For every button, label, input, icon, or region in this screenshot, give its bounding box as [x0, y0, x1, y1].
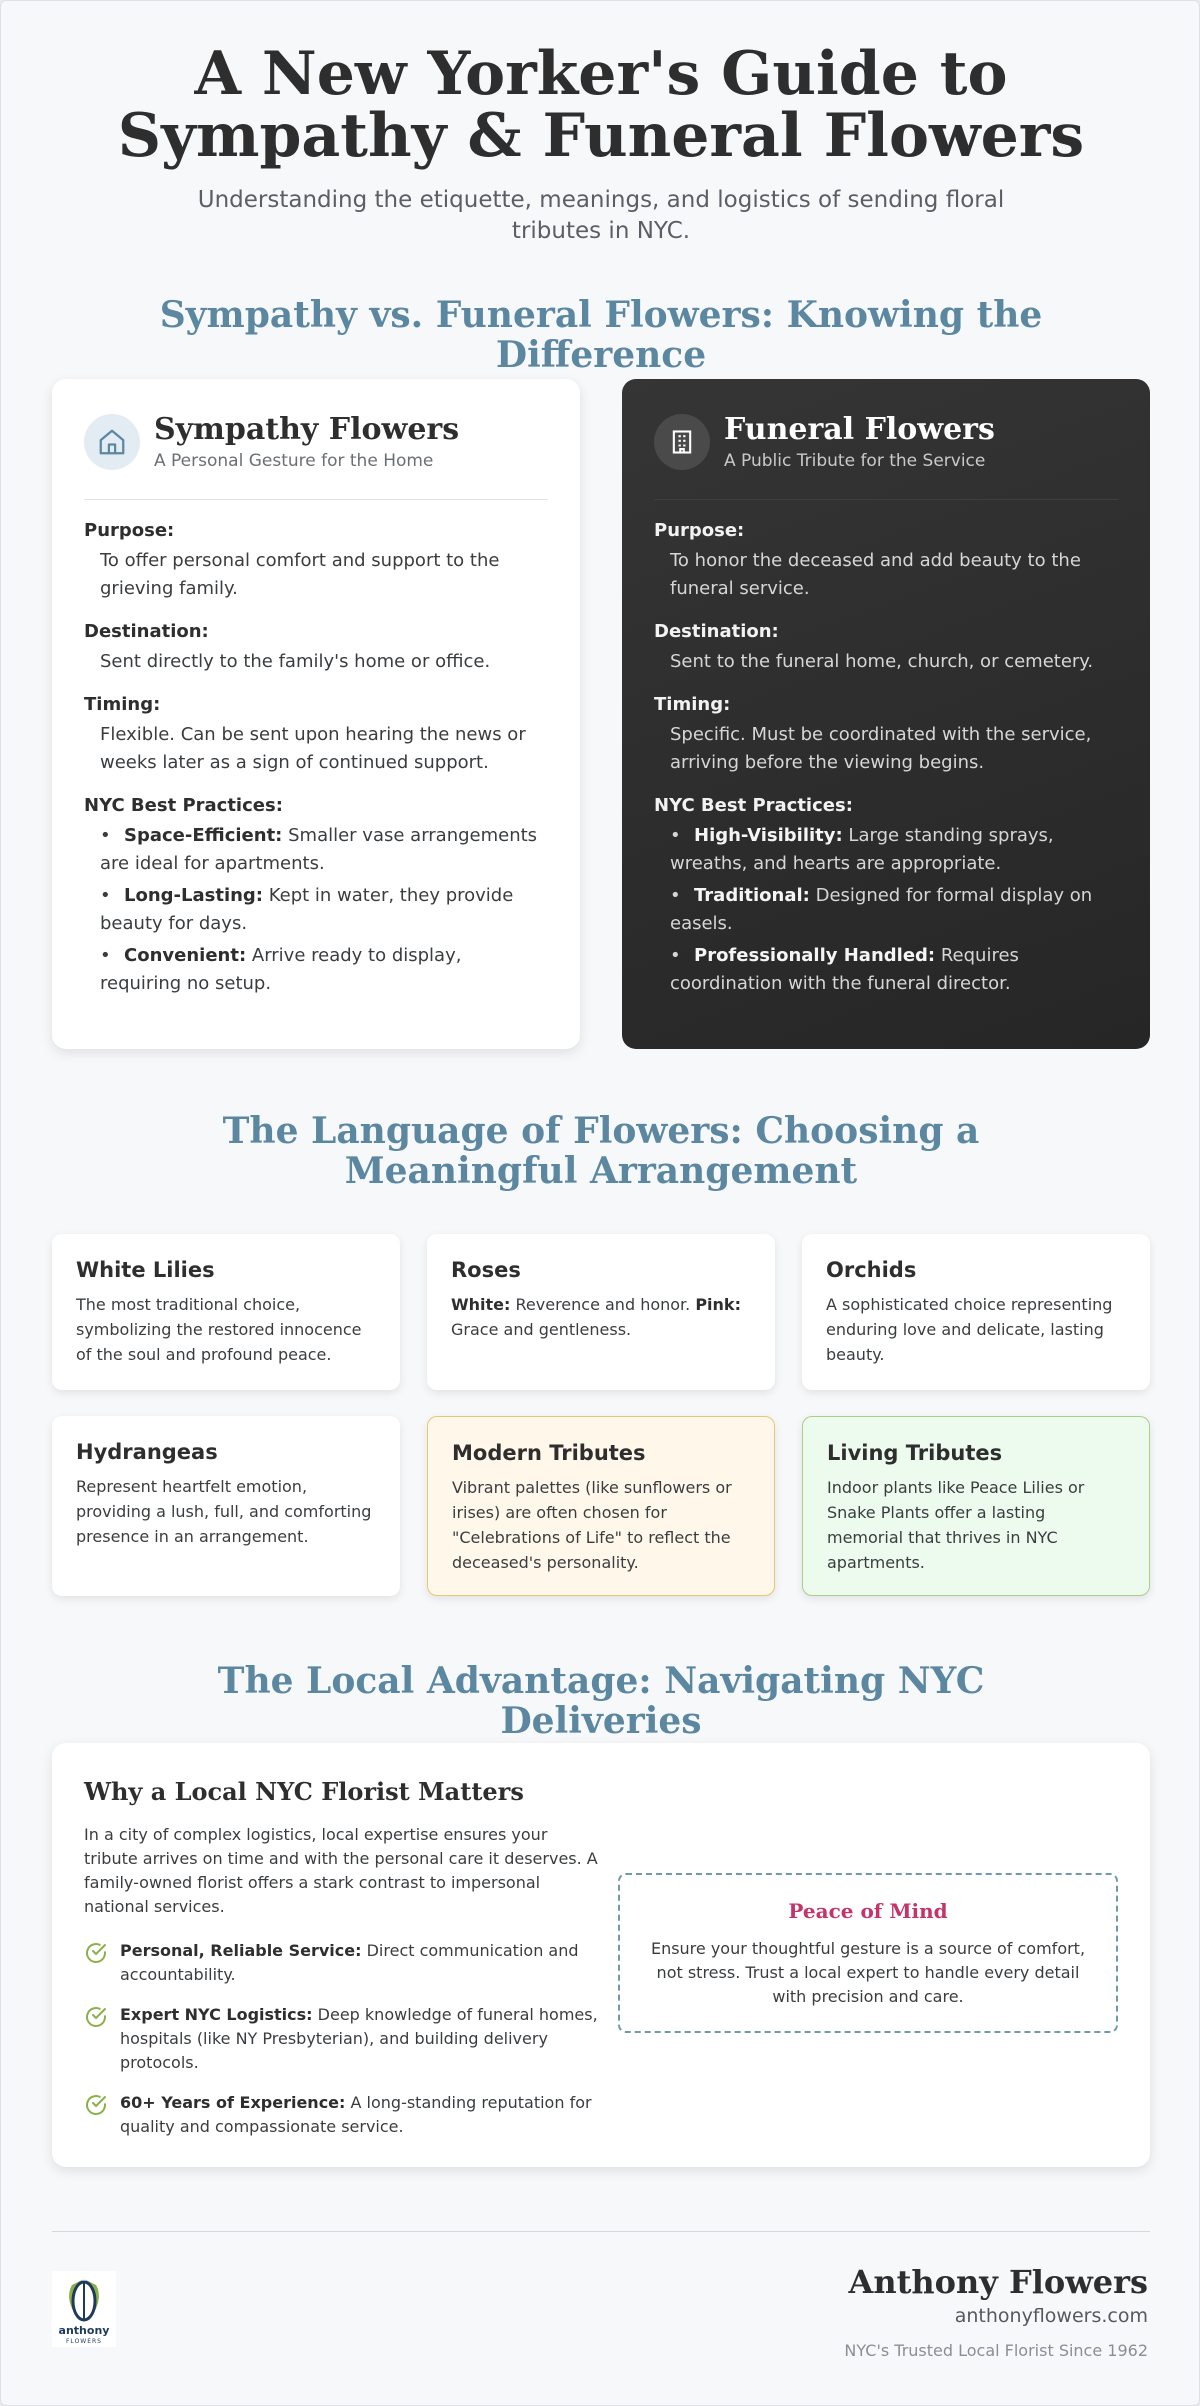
- footer-info: [844, 2263, 1148, 2360]
- peace-of-mind-title: Peace of Mind: [788, 1899, 948, 1923]
- page-subtitle: Understanding the etiquette, meanings, and logistics of sending floral tributes in NYC.: [197, 187, 1005, 244]
- timing-text: Specific. Must be coordinated with the service, arriving before the viewing begins.: [670, 724, 1092, 773]
- sympathy-card-title: Sympathy Flowers: [154, 412, 460, 447]
- flower-card-title: Roses: [451, 1258, 521, 1282]
- flower-card-title: White Lilies: [76, 1258, 215, 1282]
- purpose-text: To offer personal comfort and support to the grieving family.: [100, 550, 500, 599]
- flower-card-roses: [427, 1234, 775, 1390]
- flower-card-text: Indoor plants like Peace Lilies or Snake Plants offer a lasting memorial that thrives in NYC apartments.: [827, 1478, 1085, 1572]
- flower-card-orchids: [802, 1234, 1150, 1390]
- flower-card-white-lilies: [52, 1234, 400, 1390]
- list-item: • Space-Efficient: Smaller vase arrangements are ideal for apartments.: [100, 825, 538, 874]
- check-circle-icon: [84, 1941, 112, 1987]
- funeral-card: [622, 379, 1150, 1049]
- practices-label: NYC Best Practices:: [84, 795, 283, 816]
- timing-label: Timing:: [84, 694, 161, 715]
- funeral-card-title: Funeral Flowers: [724, 412, 995, 447]
- funeral-card-header: [654, 411, 1118, 473]
- footer-website-link[interactable]: anthonyflowers.com: [954, 2305, 1148, 2327]
- flower-card-text: Represent heartfelt emotion, providing a lush, full, and comforting presence in an arrangement.: [76, 1477, 372, 1546]
- destination-label: Destination:: [84, 621, 209, 642]
- list-item: • Traditional: Designed for formal display on easels.: [670, 885, 1093, 934]
- flower-card-text: White: Reverence and honor. Pink: Grace and gentleness.: [451, 1295, 741, 1339]
- flower-card-living-tributes: [802, 1416, 1150, 1596]
- local-card-content: [84, 1823, 604, 2155]
- footer-brand-name: Anthony Flowers: [848, 2263, 1148, 2301]
- timing-text: Flexible. Can be sent upon hearing the news or weeks later as a sign of continued support.: [100, 724, 526, 773]
- flower-card-text: Vibrant palettes (like sunflowers or irises) are often chosen for "Celebrations of Life" to reflect the deceased's personality.: [452, 1478, 732, 1572]
- destination-text: Sent to the funeral home, church, or cemetery.: [670, 651, 1094, 672]
- flower-card-title: Orchids: [826, 1258, 917, 1282]
- svg-text:anthony: anthony: [58, 2324, 110, 2337]
- svg-text:FLOWERS: FLOWERS: [65, 2338, 103, 2345]
- section-title-difference: Sympathy vs. Funeral Flowers: Knowing the Difference: [159, 294, 1043, 376]
- check-circle-icon: [84, 2093, 112, 2139]
- sympathy-card: [52, 379, 580, 1049]
- home-icon: [84, 414, 140, 470]
- list-item: • Professionally Handled: Requires coordination with the funeral director.: [670, 945, 1019, 994]
- purpose-text: To honor the deceased and add beauty to the funeral service.: [670, 550, 1081, 599]
- peace-of-mind-box: [618, 1873, 1118, 2033]
- destination-text: Sent directly to the family's home or office.: [100, 651, 491, 672]
- page-title: A New Yorker's Guide to Sympathy & Funeral Flowers: [117, 39, 1085, 171]
- flower-card-title: Hydrangeas: [76, 1440, 218, 1464]
- local-florist-card: [52, 1743, 1150, 2167]
- sympathy-card-subtitle: A Personal Gesture for the Home: [154, 451, 434, 471]
- list-item: • Convenient: Arrive ready to display, requiring no setup.: [100, 945, 462, 994]
- divider: [654, 499, 1118, 500]
- practices-list: [84, 822, 548, 998]
- section-title-language: The Language of Flowers: Choosing a Meaningful Arrangement: [222, 1110, 980, 1192]
- footer-divider: [52, 2231, 1150, 2232]
- divider: [84, 499, 548, 500]
- flower-card-modern-tributes: [427, 1416, 775, 1596]
- flower-card-title: Modern Tributes: [452, 1441, 646, 1465]
- flower-card-text: A sophisticated choice representing enduring love and delicate, lasting beauty.: [826, 1295, 1113, 1364]
- purpose-label: Purpose:: [654, 520, 745, 541]
- list-item: 60+ Years of Experience: A long-standing reputation for quality and compassionate service.: [84, 2091, 604, 2139]
- local-intro-text: In a city of complex logistics, local expertise ensures your tribute arrives on time and with the personal care it deserves. A family-owned florist offers a stark contrast to impersonal national services.: [84, 1825, 598, 1916]
- sympathy-card-header: [84, 411, 548, 473]
- section-title-local: The Local Advantage: Navigating NYC Deliveries: [217, 1660, 985, 1742]
- funeral-card-subtitle: A Public Tribute for the Service: [724, 451, 986, 471]
- list-item: Expert NYC Logistics: Deep knowledge of funeral homes, hospitals (like NY Presbyterian), and building delivery protocols.: [84, 2003, 604, 2075]
- list-item: • High-Visibility: Large standing sprays, wreaths, and hearts are appropriate.: [670, 825, 1054, 874]
- peace-of-mind-text: Ensure your thoughtful gesture is a source of comfort, not stress. Trust a local expert to handle every detail with precision and care.: [650, 1939, 1086, 2006]
- flower-card-text: The most traditional choice, symbolizing the restored innocence of the soul and profound peace.: [76, 1295, 362, 1364]
- list-item: • Long-Lasting: Kept in water, they provide beauty for days.: [100, 885, 514, 934]
- local-card-title: Why a Local NYC Florist Matters: [84, 1777, 524, 1806]
- list-item: Personal, Reliable Service: Direct communication and accountability.: [84, 1939, 604, 1987]
- check-circle-icon: [84, 2005, 112, 2075]
- practices-list: [654, 822, 1118, 998]
- practices-label: NYC Best Practices:: [654, 795, 853, 816]
- flower-card-title: Living Tributes: [827, 1441, 1003, 1465]
- footer-tagline: NYC's Trusted Local Florist Since 1962: [844, 2341, 1148, 2360]
- flower-card-hydrangeas: [52, 1416, 400, 1596]
- anthony-flowers-logo: [52, 2271, 116, 2347]
- timing-label: Timing:: [654, 694, 731, 715]
- destination-label: Destination:: [654, 621, 779, 642]
- building-icon: [654, 414, 710, 470]
- purpose-label: Purpose:: [84, 520, 175, 541]
